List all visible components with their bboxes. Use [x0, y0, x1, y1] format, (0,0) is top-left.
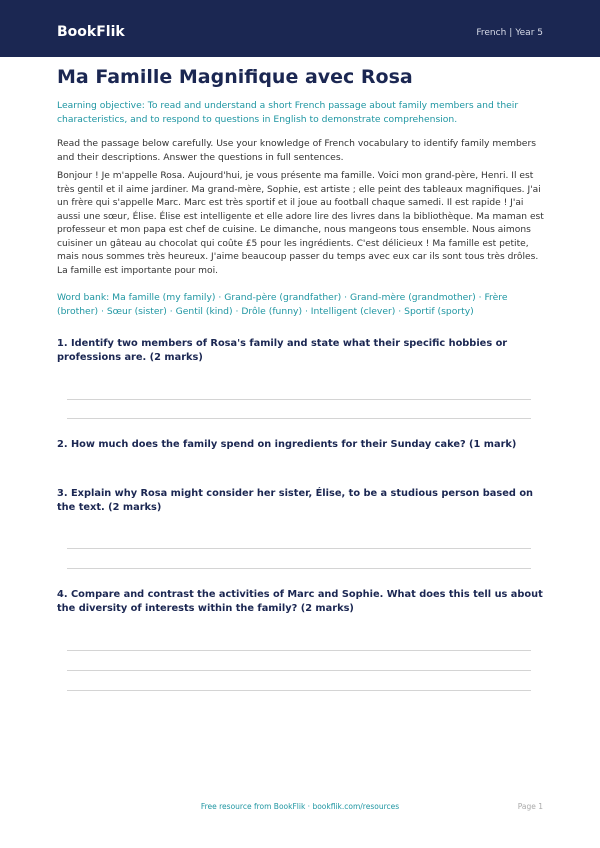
- reading-passage: Bonjour ! Je m'appelle Rosa. Aujourd'hui, je vous présente ma famille. Voici mon grand-père, Henri. Il est très gentil et il aime jardiner. Ma grand-mère, Sophie, est artiste ; elle peint des tableaux magnifiques. J'ai un frère qui s'appelle Marc. Marc est très sportif et il joue au football chaque samedi. Il est rapide ! J'ai aussi une sœur, Élise. Élise est intelligente et elle adore lire des livres dans la bibliothèque. Ma maman est professeur et mon papa est chef de cuisine. Le dimanche, nous mangeons tous ensemble. Nous aimons cuisiner un gâteau au chocolat qui coûte £5 pour les ingrédients. C'est délicieux ! Ma famille est petite, mais nous sommes très heureux. J'aime beaucoup passer du temps avec eux car ils sont tous très drôles. La famille est importante pour moi.: [57, 171, 544, 276]
- footer-credit[interactable]: Free resource from BookFlik · bookflik.com/resources: [200, 802, 400, 811]
- answer-line[interactable]: [67, 548, 531, 549]
- word-bank: Word bank: Ma famille (my family) · Grand-père (grandfather) · Grand-mère (grandmother) · Frère (brother) · Sœur (sister) · Gentil (kind) · Drôle (funny) · Intelligent (clever) · Sportif (sporty): [57, 292, 508, 317]
- answer-line[interactable]: [67, 690, 531, 691]
- page-number: Page 1: [517, 802, 543, 811]
- instructions: Read the passage below carefully. Use your knowledge of French vocabulary to identify family members and their descriptions. Answer the questions in full sentences.: [57, 138, 537, 163]
- header-subject-year: [476, 26, 543, 40]
- answer-line[interactable]: [67, 650, 531, 651]
- question-4: 4. Compare and contrast the activities of Marc and Sophie. What does this tell us about the diversity of interests within the family? (2 marks): [57, 589, 543, 614]
- answer-line[interactable]: [67, 670, 531, 671]
- answer-line[interactable]: [67, 418, 531, 419]
- answer-line[interactable]: [67, 399, 531, 400]
- question-1: 1. Identify two members of Rosa's family and state what their specific hobbies or professions are. (2 marks): [57, 338, 508, 363]
- question-3: 3. Explain why Rosa might consider her sister, Élise, to be a studious person based on the text. (2 marks): [57, 488, 534, 513]
- question-2: 2. How much does the family spend on ingredients for their Sunday cake? (1 mark): [57, 439, 517, 450]
- subject-label: French: [476, 28, 507, 38]
- header-separator: |: [509, 28, 513, 38]
- answer-line[interactable]: [67, 568, 531, 569]
- year-label: Year 5: [515, 28, 543, 38]
- brand-logo[interactable]: BookFlik: [57, 24, 125, 40]
- page-title: Ma Famille Magnifique avec Rosa: [57, 66, 413, 88]
- learning-objective: Learning objective: To read and understand a short French passage about family members and their characteristics, and to respond to questions in English to demonstrate comprehension.: [57, 100, 519, 125]
